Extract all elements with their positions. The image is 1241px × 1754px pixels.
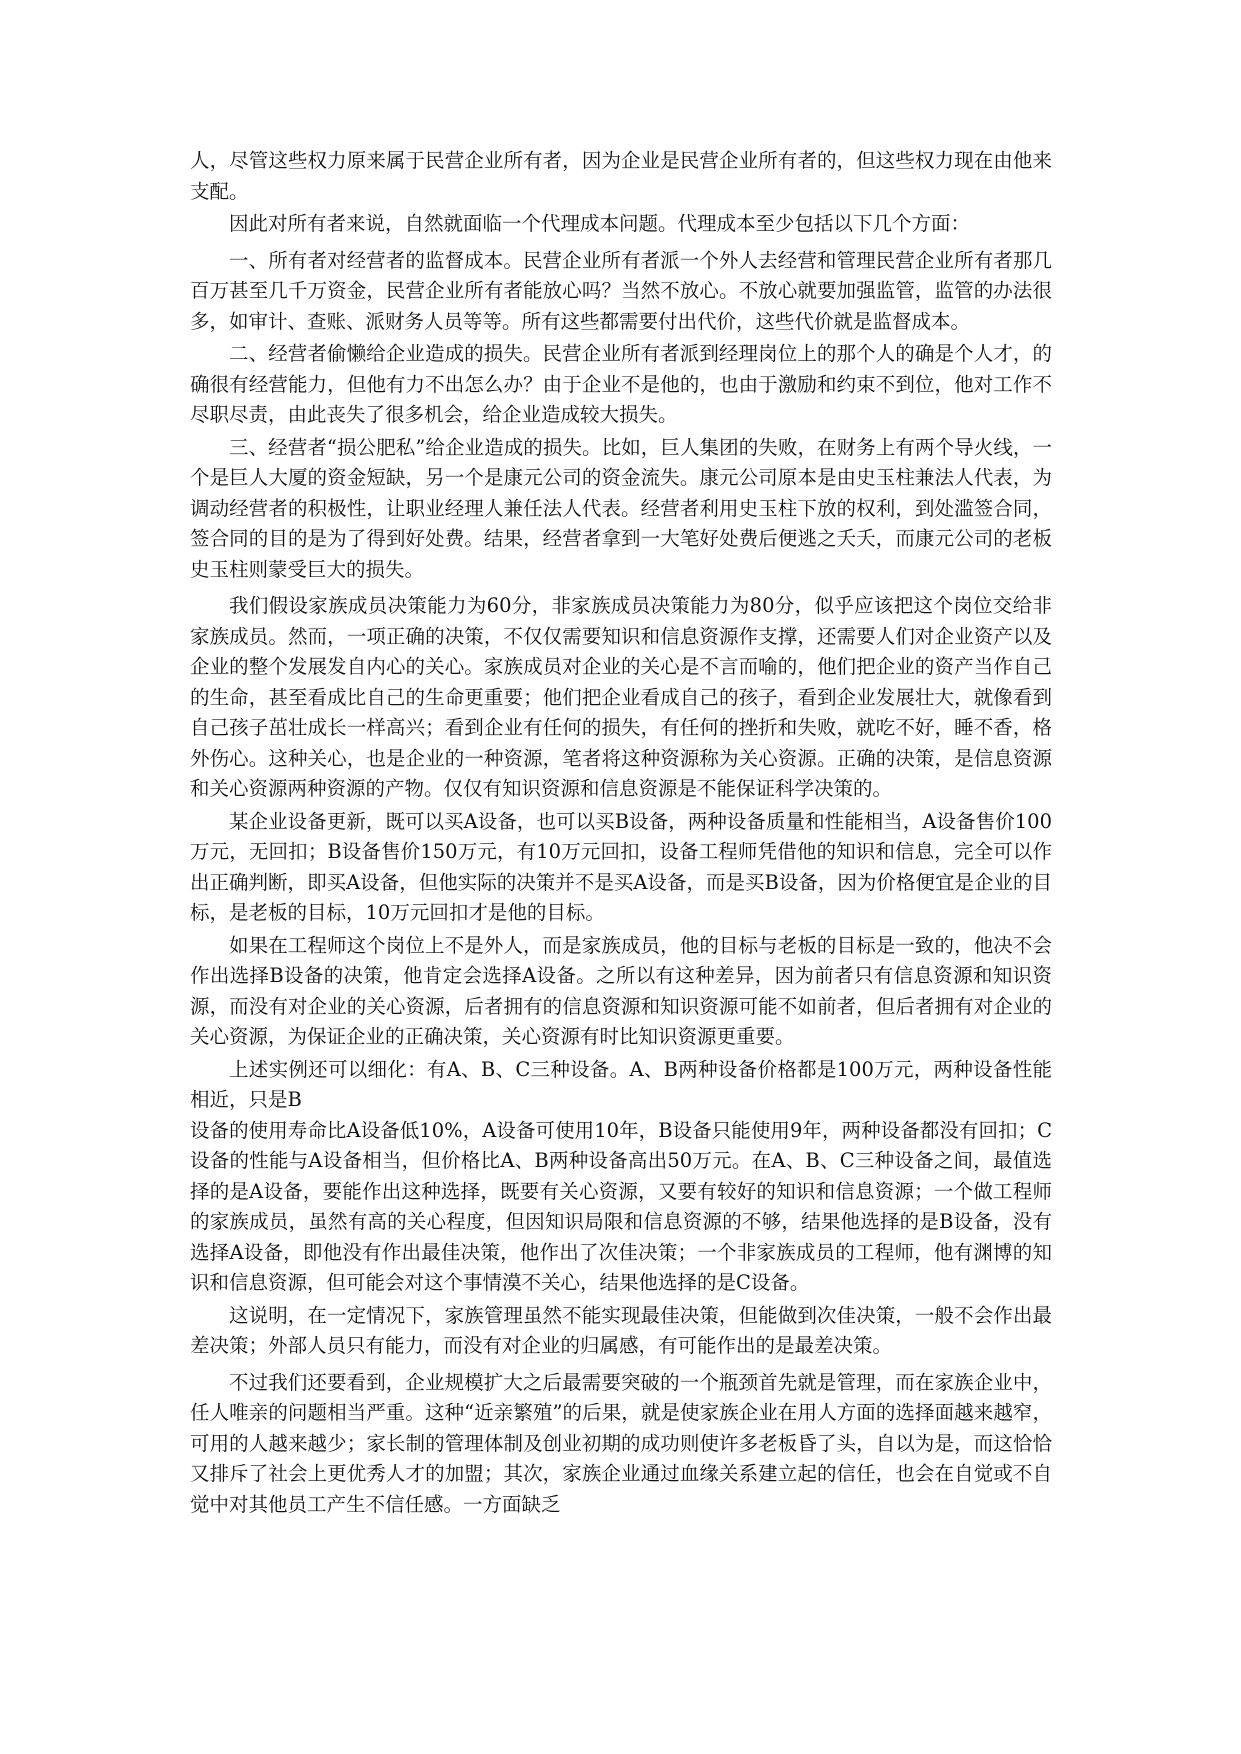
paragraph-example-refined-continued: 设备的使用寿命比A设备低10%，A设备可使用10年，B设备只能使用9年，两种设备都没有回扣；C设备的性能与A设备相当，但价格比A、B两种设备高出50万元。在A、B、C三种设备之间，最值选择的是A设备，要能作出这种选择，既要有关心资源，又要有较好的知识和信息资源；一个做工程师的家族成员，虽然有高的关心程度，但因知识局限和信息资源的不够，结果他选择的是B设备，没有选择A设备，即他没有作出最佳决策，他作出了次佳决策；一个非家族成员的工程师，他有渊博的知识和信息资源，但可能会对这个事情漠不关心，结果他选择的是C设备。 [190,1118,1052,1294]
document-page [190,146,1052,1520]
paragraph-continued: 人，尽管这些权力原来属于民营企业所有者，因为企业是民营企业所有者的，但这些权力现在由他来支配。 [190,149,1052,203]
paragraph-family-engineer: 如果在工程师这个岗位上不是外人，而是家族成员，他的目标与老板的目标是一致的，他决不会作出选择B设备的决策，他肯定会选择A设备。之所以有这种差异，因为前者只有信息资源和知识资源，而没有对企业的关心资源，后者拥有的信息资源和知识资源可能不如前者，但后者拥有对企业的关心资源，为保证企业的正确决策，关心资源有时比知识资源更重要。 [190,933,1052,1048]
paragraph-example-refined: 上述实例还可以细化：有A、B、C三种设备。A、B两种设备价格都是100万元，两种设备性能相近，只是B [190,1057,1052,1111]
paragraph-equipment-example: 某企业设备更新，既可以买A设备，也可以买B设备，两种设备质量和性能相当，A设备售价100万元，无回扣；B设备售价150万元，有10万元回扣，设备工程师凭借他的知识和信息，完全可以作出正确判断，即买A设备，但他实际的决策并不是买A设备，而是买B设备，因为价格便宜是企业的目标，是老板的目标，10万元回扣才是他的目标。 [190,809,1052,924]
paragraph-agency-cost-intro: 因此对所有者来说，自然就面临一个代理成本问题。代理成本至少包括以下几个方面： [229,212,971,235]
paragraph-manager-laziness: 二、经营者偷懒给企业造成的损失。民营企业所有者派到经理岗位上的那个人的确是个人才，的确很有经营能力，但他有力不出怎么办？由于企业不是他的，也由于激励和约束不到位，他对工作不尽职尽责，由此丧失了很多机会，给企业造成较大损失。 [190,342,1052,426]
paragraph-family-decision-ability: 我们假设家族成员决策能力为60分，非家族成员决策能力为80分，似乎应该把这个岗位交给非家族成员。然而，一项正确的决策，不仅仅需要知识和信息资源作支撑，还需要人们对企业资产以及企业的整个发展发自内心的关心。家族成员对企业的关心是不言而喻的，他们把企业的资产当作自己的生命，甚至看成比自己的生命更重要；他们把企业看成自己的孩子，看到企业发展壮大，就像看到自己孩子茁壮成长一样高兴；看到企业有任何的损失，有任何的挫折和失败，就吃不好，睡不香，格外伤心。这种关心，也是企业的一种资源，笔者将这种资源称为关心资源。正确的决策，是信息资源和关心资源两种资源的产物。仅仅有知识资源和信息资源是不能保证科学决策的。 [190,594,1052,800]
paragraph-manager-self-interest: 三、经营者“损公肥私”给企业造成的损失。比如，巨人集团的失败，在财务上有两个导火线，一个是巨人大厦的资金短缺，另一个是康元公司的资金流失。康元公司原本是由史玉柱兼法人代表，为调动经营者的积极性，让职业经理人兼任法人代表。经营者利用史玉柱下放的权利，到处滥签合同，签合同的目的是为了得到好处费。结果，经营者拿到一大笔好处费后便逃之夭夭，而康元公司的老板史玉柱则蒙受巨大的损失。 [190,435,1052,581]
paragraph-supervision-cost: 一、所有者对经营者的监督成本。民营企业所有者派一个外人去经营和管理民营企业所有者那几百万甚至几千万资金，民营企业所有者能放心吗？当然不放心。不放心就要加强监管，监管的办法很多，如审计、查账、派财务人员等等。所有这些都需要付出代价，这些代价就是监督成本。 [190,248,1052,333]
paragraph-management-bottleneck: 不过我们还要看到，企业规模扩大之后最需要突破的一个瓶颈首先就是管理，而在家族企业中，任人唯亲的问题相当严重。这种“近亲繁殖”的后果，就是使家族企业在用人方面的选择面越来越窄，可用的人越来越少；家长制的管理体制及创业初期的成功则使许多老板昏了头，自以为是，而这恰恰又排斥了社会上更优秀人才的加盟；其次，家族企业通过血缘关系建立起的信任，也会在自觉或不自觉中对其他员工产生不信任感。一方面缺乏 [190,1370,1052,1516]
paragraph-conclusion: 这说明，在一定情况下，家族管理虽然不能实现最佳决策，但能做到次佳决策，一般不会作出最差决策；外部人员只有能力，而没有对企业的归属感，有可能作出的是最差决策。 [190,1303,1052,1357]
